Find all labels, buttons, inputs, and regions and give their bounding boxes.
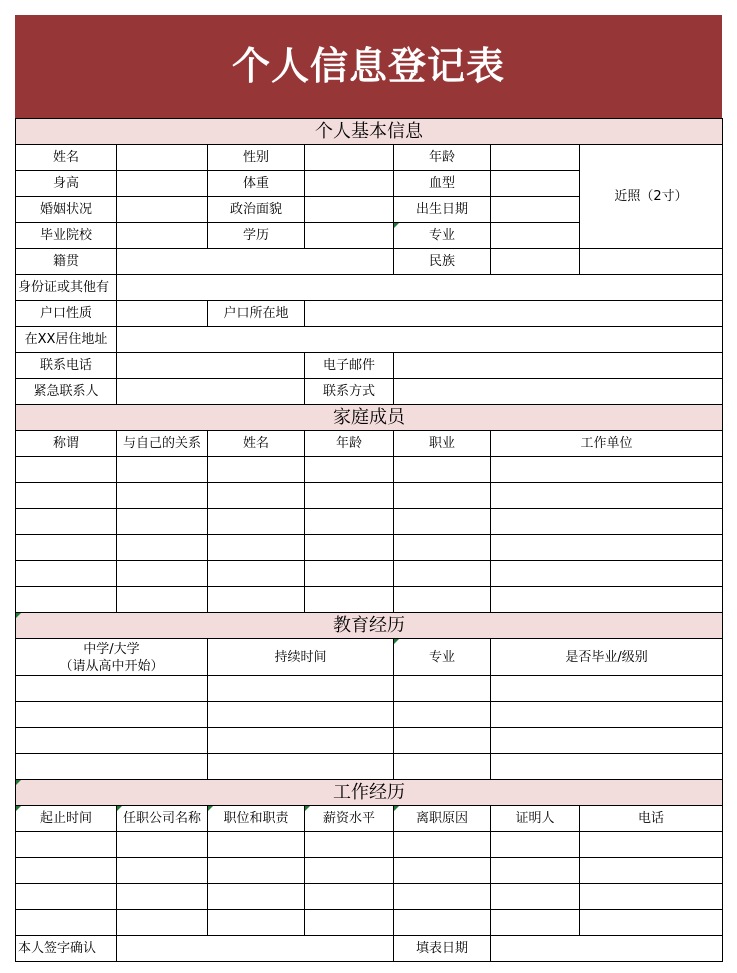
cell[interactable] [16, 457, 117, 483]
input-address[interactable] [117, 327, 723, 353]
cell[interactable] [16, 884, 117, 910]
label-address: 在XX居住地址 [16, 327, 117, 353]
work-header-salary: 薪资水平 [305, 806, 394, 832]
section-education: 教育经历 [16, 613, 723, 639]
cell[interactable] [16, 728, 208, 754]
label-blood: 血型 [394, 171, 491, 197]
label-birth: 出生日期 [394, 197, 491, 223]
input-fill-date[interactable] [491, 936, 723, 962]
work-header-phone: 电话 [580, 806, 723, 832]
cell[interactable] [394, 457, 491, 483]
cell[interactable] [580, 832, 723, 858]
input-ethnic[interactable] [491, 249, 580, 275]
cell[interactable] [117, 858, 208, 884]
cell[interactable] [208, 858, 305, 884]
cell[interactable] [305, 884, 394, 910]
family-row [16, 509, 723, 535]
work-header-reason: 离职原因 [394, 806, 491, 832]
work-header-period: 起止时间 [16, 806, 117, 832]
label-degree: 学历 [208, 223, 305, 249]
cell[interactable] [16, 535, 117, 561]
family-header-name: 姓名 [208, 431, 305, 457]
input-signature[interactable] [117, 936, 394, 962]
cell[interactable] [16, 509, 117, 535]
section-work: 工作经历 [16, 780, 723, 806]
family-row [16, 587, 723, 613]
cell[interactable] [491, 676, 723, 702]
cell[interactable] [305, 561, 394, 587]
work-header-position: 职位和职责 [208, 806, 305, 832]
cell[interactable] [491, 910, 580, 936]
input-blood[interactable] [491, 171, 580, 197]
label-id: 身份证或其他有 [16, 275, 117, 301]
work-header-company: 任职公司名称 [117, 806, 208, 832]
label-emergency: 紧急联系人 [16, 379, 117, 405]
cell[interactable] [208, 561, 305, 587]
input-birth[interactable] [491, 197, 580, 223]
label-gender: 性别 [208, 145, 305, 171]
form-grid [15, 118, 723, 962]
input-degree[interactable] [305, 223, 394, 249]
cell[interactable] [16, 483, 117, 509]
input-political[interactable] [305, 197, 394, 223]
cell[interactable] [394, 884, 491, 910]
label-name: 姓名 [16, 145, 117, 171]
cell[interactable] [491, 728, 723, 754]
label-email: 电子邮件 [305, 353, 394, 379]
cell[interactable] [305, 587, 394, 613]
label-hukou-type: 户口性质 [16, 301, 117, 327]
cell[interactable] [117, 587, 208, 613]
label-political: 政治面貌 [208, 197, 305, 223]
work-header-reference: 证明人 [491, 806, 580, 832]
family-row [16, 535, 723, 561]
cell[interactable] [580, 910, 723, 936]
edu-header-school: 中学/大学 （请从高中开始） [16, 639, 208, 676]
cell[interactable] [394, 483, 491, 509]
cell[interactable] [394, 587, 491, 613]
family-row [16, 483, 723, 509]
input-height[interactable] [117, 171, 208, 197]
cell[interactable] [117, 561, 208, 587]
cell[interactable] [305, 858, 394, 884]
cell[interactable] [208, 832, 305, 858]
cell[interactable] [491, 884, 580, 910]
input-email[interactable] [394, 353, 723, 379]
cell[interactable] [394, 728, 491, 754]
label-native: 籍贯 [16, 249, 117, 275]
cell[interactable] [394, 509, 491, 535]
cell[interactable] [305, 457, 394, 483]
edu-header-graduated: 是否毕业/级别 [491, 639, 723, 676]
cell[interactable] [580, 858, 723, 884]
cell[interactable] [491, 587, 723, 613]
cell[interactable] [491, 754, 723, 780]
label-school: 毕业院校 [16, 223, 117, 249]
label-hukou-loc: 户口所在地 [208, 301, 305, 327]
form-title: 个人信息登记表 [15, 15, 722, 118]
cell[interactable] [394, 561, 491, 587]
cell[interactable] [580, 884, 723, 910]
edu-row [16, 702, 723, 728]
input-hukou-type[interactable] [117, 301, 208, 327]
cell[interactable] [208, 535, 305, 561]
family-header-age: 年龄 [305, 431, 394, 457]
work-row [16, 910, 723, 936]
cell[interactable] [394, 754, 491, 780]
cell[interactable] [491, 457, 723, 483]
cell[interactable] [16, 754, 208, 780]
section-family: 家庭成员 [16, 405, 723, 431]
cell[interactable] [394, 702, 491, 728]
cell[interactable] [394, 535, 491, 561]
label-height: 身高 [16, 171, 117, 197]
cell[interactable] [208, 483, 305, 509]
input-school[interactable] [117, 223, 208, 249]
edu-header-major: 专业 [394, 639, 491, 676]
edu-header-duration: 持续时间 [208, 639, 394, 676]
input-marital[interactable] [117, 197, 208, 223]
cell[interactable] [117, 457, 208, 483]
input-native[interactable] [117, 249, 394, 275]
photo-cell[interactable]: 近照（2寸） [580, 145, 723, 249]
cell[interactable] [491, 858, 580, 884]
label-fill-date: 填表日期 [394, 936, 491, 962]
cell[interactable] [491, 535, 723, 561]
cell[interactable] [305, 910, 394, 936]
cell[interactable] [16, 910, 117, 936]
cell[interactable] [394, 832, 491, 858]
cell[interactable] [16, 858, 117, 884]
cell[interactable] [491, 702, 723, 728]
input-hukou-loc[interactable] [305, 301, 723, 327]
cell[interactable] [16, 561, 117, 587]
label-major: 专业 [394, 223, 491, 249]
cell[interactable] [208, 910, 305, 936]
label-phone: 联系电话 [16, 353, 117, 379]
family-row [16, 561, 723, 587]
cell[interactable] [117, 509, 208, 535]
cell[interactable] [16, 676, 208, 702]
label-marital: 婚姻状况 [16, 197, 117, 223]
input-id[interactable] [117, 275, 723, 301]
family-header-title: 称谓 [16, 431, 117, 457]
family-header-relation: 与自己的关系 [117, 431, 208, 457]
cell[interactable] [117, 535, 208, 561]
input-name[interactable] [117, 145, 208, 171]
cell[interactable] [208, 457, 305, 483]
cell[interactable] [208, 702, 394, 728]
cell[interactable] [208, 754, 394, 780]
cell[interactable] [208, 728, 394, 754]
section-basic-info: 个人基本信息 [16, 119, 723, 145]
input-contact[interactable] [394, 379, 723, 405]
input-weight[interactable] [305, 171, 394, 197]
cell[interactable] [117, 910, 208, 936]
cell[interactable] [305, 535, 394, 561]
cell[interactable] [394, 910, 491, 936]
cell[interactable] [16, 587, 117, 613]
cell[interactable] [491, 561, 723, 587]
label-age: 年龄 [394, 145, 491, 171]
cell[interactable] [208, 509, 305, 535]
input-age[interactable] [491, 145, 580, 171]
cell[interactable] [394, 676, 491, 702]
work-row [16, 884, 723, 910]
input-emergency[interactable] [117, 379, 305, 405]
cell[interactable] [117, 832, 208, 858]
label-signature: 本人签字确认 [16, 936, 117, 962]
input-major[interactable] [491, 223, 580, 249]
cell[interactable] [208, 884, 305, 910]
cell[interactable] [305, 483, 394, 509]
edu-row [16, 676, 723, 702]
edu-row [16, 728, 723, 754]
label-ethnic: 民族 [394, 249, 491, 275]
cell[interactable] [117, 483, 208, 509]
cell[interactable] [208, 587, 305, 613]
cell[interactable] [491, 483, 723, 509]
cell[interactable] [16, 832, 117, 858]
cell[interactable] [208, 676, 394, 702]
family-header-employer: 工作单位 [491, 431, 723, 457]
input-phone[interactable] [117, 353, 305, 379]
photo-cell-bottom [580, 249, 723, 275]
work-row [16, 832, 723, 858]
label-contact: 联系方式 [305, 379, 394, 405]
cell[interactable] [394, 858, 491, 884]
family-row [16, 457, 723, 483]
input-gender[interactable] [305, 145, 394, 171]
cell[interactable] [491, 509, 723, 535]
cell[interactable] [305, 832, 394, 858]
work-row [16, 858, 723, 884]
cell[interactable] [305, 509, 394, 535]
cell[interactable] [491, 832, 580, 858]
cell[interactable] [117, 884, 208, 910]
edu-row [16, 754, 723, 780]
family-header-job: 职业 [394, 431, 491, 457]
cell[interactable] [16, 702, 208, 728]
label-weight: 体重 [208, 171, 305, 197]
